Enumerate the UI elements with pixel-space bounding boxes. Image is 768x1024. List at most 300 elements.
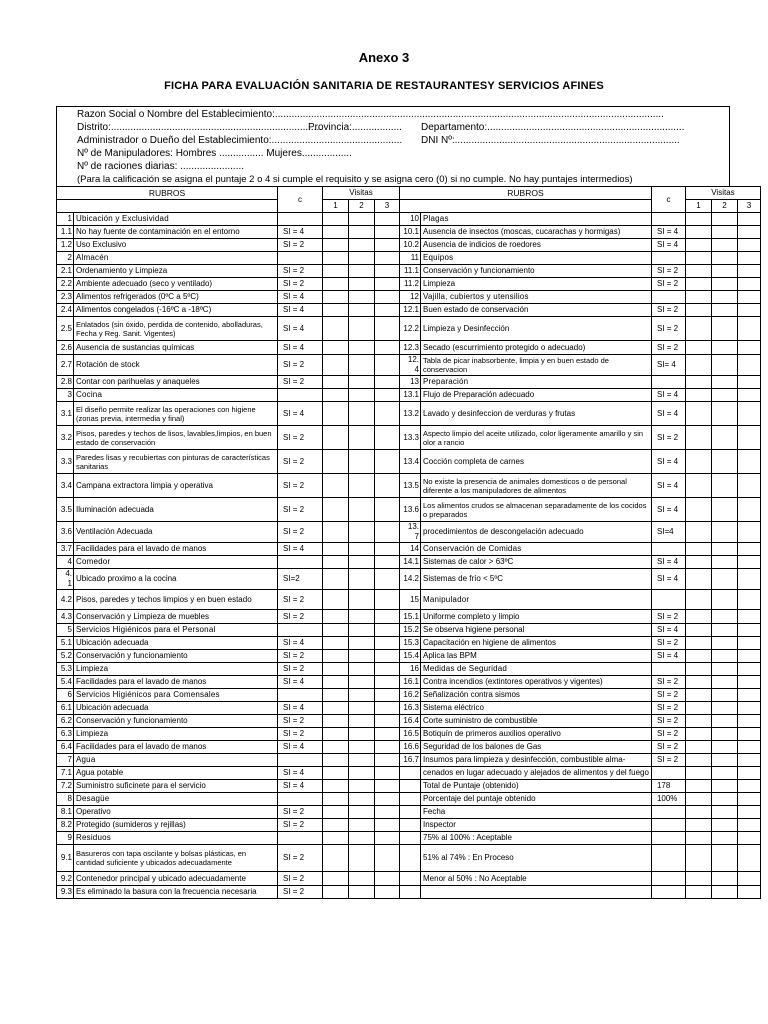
left-visit-3-cell[interactable] [375,728,400,741]
left-visit-2-cell[interactable] [349,872,375,886]
left-visit-1-cell[interactable] [323,702,349,715]
right-visit-2-cell[interactable] [711,265,737,278]
left-item-label: Ordenamiento y Limpieza [74,265,278,278]
right-visit-2-cell[interactable] [711,754,737,767]
left-visit-3-cell[interactable] [375,226,400,239]
right-visit-2-cell[interactable] [711,239,737,252]
table-row [57,624,761,637]
left-visit-3-cell[interactable] [375,355,400,376]
right-visit-1-cell[interactable] [685,213,711,226]
right-visit-3-cell[interactable] [737,832,760,845]
right-visit-2-cell[interactable] [711,317,737,341]
right-visit-3-cell[interactable] [737,474,760,498]
visit-2-header-left: 2 [349,200,375,213]
right-visit-2-cell[interactable] [711,806,737,819]
right-visit-3-cell[interactable] [737,741,760,754]
left-visit-3-cell[interactable] [375,676,400,689]
right-visit-3-cell[interactable] [737,872,760,886]
left-visit-2-cell[interactable] [349,689,375,702]
left-visit-1-cell[interactable] [323,832,349,845]
left-visit-1-cell[interactable] [323,522,349,543]
right-visit-1-cell[interactable] [685,624,711,637]
right-visit-2-cell[interactable] [711,832,737,845]
table-row [57,426,761,450]
left-item-label: Facilidades para el lavado de manos [74,543,278,556]
left-visit-2-cell[interactable] [349,474,375,498]
left-visit-2-cell[interactable] [349,252,375,265]
right-visit-3-cell[interactable] [737,213,760,226]
left-visit-1-cell[interactable] [323,498,349,522]
right-visit-1-cell[interactable] [685,239,711,252]
right-visit-3-cell[interactable] [737,265,760,278]
right-visit-1-cell[interactable] [685,832,711,845]
left-visit-1-cell[interactable] [323,252,349,265]
right-visit-3-cell[interactable] [737,498,760,522]
left-visit-3-cell[interactable] [375,754,400,767]
right-visit-1-cell[interactable] [685,886,711,899]
left-item-label: Paredes lisas y recubiertas con pinturas de características sanitarias [74,450,278,474]
left-visit-3-cell[interactable] [375,819,400,832]
table-row [57,522,761,543]
right-visit-1-cell[interactable] [685,402,711,426]
left-visit-3-cell[interactable] [375,341,400,355]
table-row [57,252,761,265]
left-visit-3-cell[interactable] [375,213,400,226]
right-visit-1-cell[interactable] [685,676,711,689]
right-item-number [400,767,421,780]
right-visit-1-cell[interactable] [685,376,711,389]
right-visit-2-cell[interactable] [711,402,737,426]
right-visit-1-cell[interactable] [685,650,711,663]
right-visit-3-cell[interactable] [737,637,760,650]
right-visit-3-cell[interactable] [737,556,760,569]
left-visit-2-cell[interactable] [349,610,375,624]
left-visit-1-cell[interactable] [323,389,349,402]
left-visit-2-cell[interactable] [349,793,375,806]
left-visit-2-cell[interactable] [349,569,375,590]
right-visit-2-cell[interactable] [711,426,737,450]
left-visit-2-cell[interactable] [349,556,375,569]
right-score-value: SI = 2 [651,754,685,767]
left-visit-3-cell[interactable] [375,886,400,899]
right-visit-3-cell[interactable] [737,780,760,793]
right-visit-3-cell[interactable] [737,522,760,543]
right-visit-1-cell[interactable] [685,845,711,872]
left-visit-3-cell[interactable] [375,317,400,341]
left-visit-3-cell[interactable] [375,806,400,819]
left-visit-1-cell[interactable] [323,780,349,793]
right-visit-1-cell[interactable] [685,780,711,793]
right-visit-3-cell[interactable] [737,624,760,637]
left-visit-2-cell[interactable] [349,402,375,426]
right-visit-3-cell[interactable] [737,715,760,728]
right-visit-3-cell[interactable] [737,543,760,556]
left-visit-2-cell[interactable] [349,278,375,291]
left-visit-1-cell[interactable] [323,689,349,702]
left-visit-1-cell[interactable] [323,304,349,317]
left-visit-1-cell[interactable] [323,754,349,767]
right-visit-2-cell[interactable] [711,474,737,498]
right-visit-1-cell[interactable] [685,474,711,498]
right-visit-3-cell[interactable] [737,793,760,806]
right-visit-1-cell[interactable] [685,819,711,832]
right-visit-2-cell[interactable] [711,676,737,689]
right-visit-1-cell[interactable] [685,265,711,278]
right-visit-2-cell[interactable] [711,590,737,610]
right-visit-3-cell[interactable] [737,663,760,676]
right-visit-1-cell[interactable] [685,728,711,741]
right-visit-2-cell[interactable] [711,252,737,265]
right-visit-2-cell[interactable] [711,793,737,806]
left-visit-3-cell[interactable] [375,389,400,402]
right-visit-1-cell[interactable] [685,754,711,767]
left-visit-3-cell[interactable] [375,689,400,702]
right-visit-1-cell[interactable] [685,610,711,624]
left-visit-1-cell[interactable] [323,569,349,590]
left-visit-3-cell[interactable] [375,741,400,754]
right-visit-2-cell[interactable] [711,389,737,402]
left-visit-1-cell[interactable] [323,886,349,899]
right-visit-1-cell[interactable] [685,872,711,886]
right-visit-3-cell[interactable] [737,702,760,715]
right-visit-1-cell[interactable] [685,291,711,304]
left-visit-1-cell[interactable] [323,845,349,872]
right-visit-1-cell[interactable] [685,556,711,569]
left-visit-1-cell[interactable] [323,376,349,389]
left-visit-1-cell[interactable] [323,239,349,252]
right-visit-3-cell[interactable] [737,252,760,265]
right-visit-2-cell[interactable] [711,650,737,663]
left-visit-1-cell[interactable] [323,450,349,474]
right-visit-3-cell[interactable] [737,317,760,341]
right-visit-3-cell[interactable] [737,450,760,474]
c-header-left: c [278,187,323,213]
left-visit-1-cell[interactable] [323,291,349,304]
right-visit-3-cell[interactable] [737,806,760,819]
left-visit-2-cell[interactable] [349,715,375,728]
right-visit-3-cell[interactable] [737,728,760,741]
right-visit-3-cell[interactable] [737,426,760,450]
right-visit-1-cell[interactable] [685,450,711,474]
left-visit-2-cell[interactable] [349,624,375,637]
right-visit-2-cell[interactable] [711,341,737,355]
left-item-label: Iluminación adecuada [74,498,278,522]
left-score-value: SI = 4 [278,637,323,650]
left-visit-2-cell[interactable] [349,728,375,741]
right-visit-2-cell[interactable] [711,845,737,872]
right-visit-1-cell[interactable] [685,426,711,450]
right-visit-3-cell[interactable] [737,355,760,376]
left-visit-2-cell[interactable] [349,450,375,474]
left-item-label: El diseño permite realizar las operaciones con higiene (zonas previa, intermedia y final) [74,402,278,426]
right-visit-1-cell[interactable] [685,522,711,543]
left-visit-2-cell[interactable] [349,663,375,676]
left-visit-3-cell[interactable] [375,663,400,676]
right-visit-2-cell[interactable] [711,278,737,291]
left-visit-3-cell[interactable] [375,278,400,291]
left-visit-2-cell[interactable] [349,767,375,780]
right-visit-2-cell[interactable] [711,543,737,556]
right-visit-2-cell[interactable] [711,663,737,676]
right-visit-1-cell[interactable] [685,543,711,556]
left-visit-2-cell[interactable] [349,355,375,376]
left-visit-1-cell[interactable] [323,610,349,624]
left-visit-1-cell[interactable] [323,806,349,819]
left-visit-1-cell[interactable] [323,819,349,832]
left-visit-2-cell[interactable] [349,806,375,819]
right-visit-2-cell[interactable] [711,610,737,624]
left-visit-3-cell[interactable] [375,767,400,780]
left-visit-1-cell[interactable] [323,226,349,239]
left-visit-1-cell[interactable] [323,402,349,426]
right-visit-1-cell[interactable] [685,278,711,291]
right-score-value: SI = 2 [651,317,685,341]
right-visit-3-cell[interactable] [737,341,760,355]
left-visit-2-cell[interactable] [349,845,375,872]
right-visit-1-cell[interactable] [685,663,711,676]
left-visit-2-cell[interactable] [349,650,375,663]
left-visit-2-cell[interactable] [349,832,375,845]
left-visit-3-cell[interactable] [375,793,400,806]
right-visit-2-cell[interactable] [711,291,737,304]
left-visit-1-cell[interactable] [323,715,349,728]
right-visit-3-cell[interactable] [737,239,760,252]
left-visit-3-cell[interactable] [375,239,400,252]
left-visit-1-cell[interactable] [323,767,349,780]
left-visit-2-cell[interactable] [349,265,375,278]
right-visit-3-cell[interactable] [737,304,760,317]
left-visit-3-cell[interactable] [375,304,400,317]
left-section-label: Desagüe [74,793,278,806]
left-visit-1-cell[interactable] [323,317,349,341]
left-visit-1-cell[interactable] [323,474,349,498]
left-visit-2-cell[interactable] [349,426,375,450]
right-visit-3-cell[interactable] [737,389,760,402]
right-visit-1-cell[interactable] [685,741,711,754]
right-visit-1-cell[interactable] [685,637,711,650]
left-item-number: 5.1 [57,637,74,650]
right-visit-3-cell[interactable] [737,610,760,624]
left-visit-3-cell[interactable] [375,637,400,650]
left-visit-3-cell[interactable] [375,426,400,450]
left-visit-3-cell[interactable] [375,590,400,610]
right-visit-2-cell[interactable] [711,741,737,754]
right-visit-1-cell[interactable] [685,590,711,610]
right-visit-2-cell[interactable] [711,715,737,728]
right-visit-2-cell[interactable] [711,624,737,637]
left-visit-3-cell[interactable] [375,376,400,389]
left-visit-2-cell[interactable] [349,819,375,832]
right-visit-2-cell[interactable] [711,689,737,702]
right-visit-2-cell[interactable] [711,376,737,389]
right-visit-2-cell[interactable] [711,556,737,569]
document-title: Anexo 3 [358,50,410,65]
left-visit-2-cell[interactable] [349,317,375,341]
right-visit-1-cell[interactable] [685,793,711,806]
right-score-value [651,872,685,886]
right-visit-3-cell[interactable] [737,767,760,780]
left-visit-1-cell[interactable] [323,676,349,689]
left-visit-3-cell[interactable] [375,832,400,845]
right-visit-3-cell[interactable] [737,291,760,304]
left-visit-3-cell[interactable] [375,780,400,793]
left-visit-2-cell[interactable] [349,341,375,355]
right-visit-1-cell[interactable] [685,389,711,402]
right-item-label: procedimientos de descongelación adecuado [421,522,652,543]
right-visit-1-cell[interactable] [685,767,711,780]
left-visit-1-cell[interactable] [323,793,349,806]
left-item-number: 2.8 [57,376,74,389]
left-visit-2-cell[interactable] [349,213,375,226]
left-visit-2-cell[interactable] [349,676,375,689]
left-visit-2-cell[interactable] [349,754,375,767]
right-visit-1-cell[interactable] [685,498,711,522]
right-visit-1-cell[interactable] [685,702,711,715]
left-visit-1-cell[interactable] [323,426,349,450]
left-visit-3-cell[interactable] [375,610,400,624]
left-visit-3-cell[interactable] [375,845,400,872]
right-visit-2-cell[interactable] [711,450,737,474]
left-visit-3-cell[interactable] [375,498,400,522]
left-item-label: Pisos, paredes y techos de lisos, lavables,limpios, en buen estado de conservación [74,426,278,450]
left-visit-3-cell[interactable] [375,556,400,569]
right-visit-2-cell[interactable] [711,304,737,317]
right-visit-1-cell[interactable] [685,355,711,376]
right-visit-3-cell[interactable] [737,689,760,702]
right-visit-2-cell[interactable] [711,226,737,239]
right-visit-3-cell[interactable] [737,676,760,689]
right-visit-2-cell[interactable] [711,872,737,886]
left-visit-3-cell[interactable] [375,522,400,543]
right-item-label: Lavado y desinfeccion de verduras y frutas [421,402,652,426]
right-visit-1-cell[interactable] [685,569,711,590]
right-visit-3-cell[interactable] [737,569,760,590]
right-visit-2-cell[interactable] [711,522,737,543]
right-visit-2-cell[interactable] [711,498,737,522]
left-visit-1-cell[interactable] [323,872,349,886]
left-visit-3-cell[interactable] [375,650,400,663]
left-visit-2-cell[interactable] [349,291,375,304]
left-visit-3-cell[interactable] [375,624,400,637]
right-visit-3-cell[interactable] [737,376,760,389]
left-visit-1-cell[interactable] [323,543,349,556]
left-visit-1-cell[interactable] [323,355,349,376]
right-visit-1-cell[interactable] [685,689,711,702]
right-visit-1-cell[interactable] [685,341,711,355]
left-visit-2-cell[interactable] [349,543,375,556]
right-score-value [651,543,685,556]
right-visit-1-cell[interactable] [685,317,711,341]
left-score-value: SI = 2 [278,610,323,624]
left-visit-1-cell[interactable] [323,741,349,754]
left-visit-1-cell[interactable] [323,650,349,663]
left-visit-3-cell[interactable] [375,702,400,715]
left-visit-3-cell[interactable] [375,872,400,886]
left-visit-2-cell[interactable] [349,886,375,899]
right-visit-3-cell[interactable] [737,754,760,767]
right-visit-2-cell[interactable] [711,702,737,715]
left-visit-1-cell[interactable] [323,663,349,676]
right-visit-1-cell[interactable] [685,304,711,317]
left-visit-3-cell[interactable] [375,450,400,474]
left-visit-2-cell[interactable] [349,590,375,610]
left-visit-1-cell[interactable] [323,278,349,291]
left-visit-2-cell[interactable] [349,522,375,543]
left-visit-3-cell[interactable] [375,291,400,304]
left-visit-1-cell[interactable] [323,265,349,278]
right-item-number [400,819,421,832]
left-visit-3-cell[interactable] [375,474,400,498]
left-visit-2-cell[interactable] [349,780,375,793]
left-visit-2-cell[interactable] [349,637,375,650]
right-visit-1-cell[interactable] [685,806,711,819]
left-visit-1-cell[interactable] [323,728,349,741]
left-visit-3-cell[interactable] [375,402,400,426]
table-row [57,872,761,886]
right-score-value: SI = 2 [651,702,685,715]
left-visit-2-cell[interactable] [349,702,375,715]
right-visit-3-cell[interactable] [737,226,760,239]
right-visit-1-cell[interactable] [685,715,711,728]
left-visit-3-cell[interactable] [375,543,400,556]
left-visit-3-cell[interactable] [375,265,400,278]
left-visit-2-cell[interactable] [349,226,375,239]
left-item-label: Ventilación Adecuada [74,522,278,543]
right-visit-1-cell[interactable] [685,252,711,265]
right-item-number [400,793,421,806]
right-item-number: 13.5 [400,474,421,498]
right-visit-2-cell[interactable] [711,780,737,793]
right-visit-2-cell[interactable] [711,886,737,899]
right-visit-3-cell[interactable] [737,845,760,872]
left-visit-2-cell[interactable] [349,498,375,522]
right-visit-3-cell[interactable] [737,278,760,291]
right-visit-3-cell[interactable] [737,590,760,610]
left-visit-3-cell[interactable] [375,715,400,728]
right-visit-2-cell[interactable] [711,819,737,832]
left-visit-2-cell[interactable] [349,389,375,402]
right-visit-3-cell[interactable] [737,650,760,663]
table-row [57,239,761,252]
right-visit-2-cell[interactable] [711,637,737,650]
left-visit-3-cell[interactable] [375,252,400,265]
left-visit-2-cell[interactable] [349,376,375,389]
right-visit-2-cell[interactable] [711,767,737,780]
right-visit-3-cell[interactable] [737,819,760,832]
left-visit-1-cell[interactable] [323,624,349,637]
right-section-label: Preparación [421,376,652,389]
left-visit-2-cell[interactable] [349,304,375,317]
left-visit-1-cell[interactable] [323,556,349,569]
left-score-value: SI = 2 [278,474,323,498]
right-visit-2-cell[interactable] [711,213,737,226]
left-visit-1-cell[interactable] [323,341,349,355]
right-visit-2-cell[interactable] [711,728,737,741]
left-visit-2-cell[interactable] [349,741,375,754]
right-visit-2-cell[interactable] [711,355,737,376]
left-visit-3-cell[interactable] [375,569,400,590]
right-visit-1-cell[interactable] [685,226,711,239]
right-visit-3-cell[interactable] [737,886,760,899]
right-visit-2-cell[interactable] [711,569,737,590]
left-visit-1-cell[interactable] [323,213,349,226]
left-score-value: SI = 4 [278,543,323,556]
right-visit-3-cell[interactable] [737,402,760,426]
left-score-value: SI = 2 [278,819,323,832]
left-visit-1-cell[interactable] [323,590,349,610]
left-visit-2-cell[interactable] [349,239,375,252]
left-visit-1-cell[interactable] [323,637,349,650]
